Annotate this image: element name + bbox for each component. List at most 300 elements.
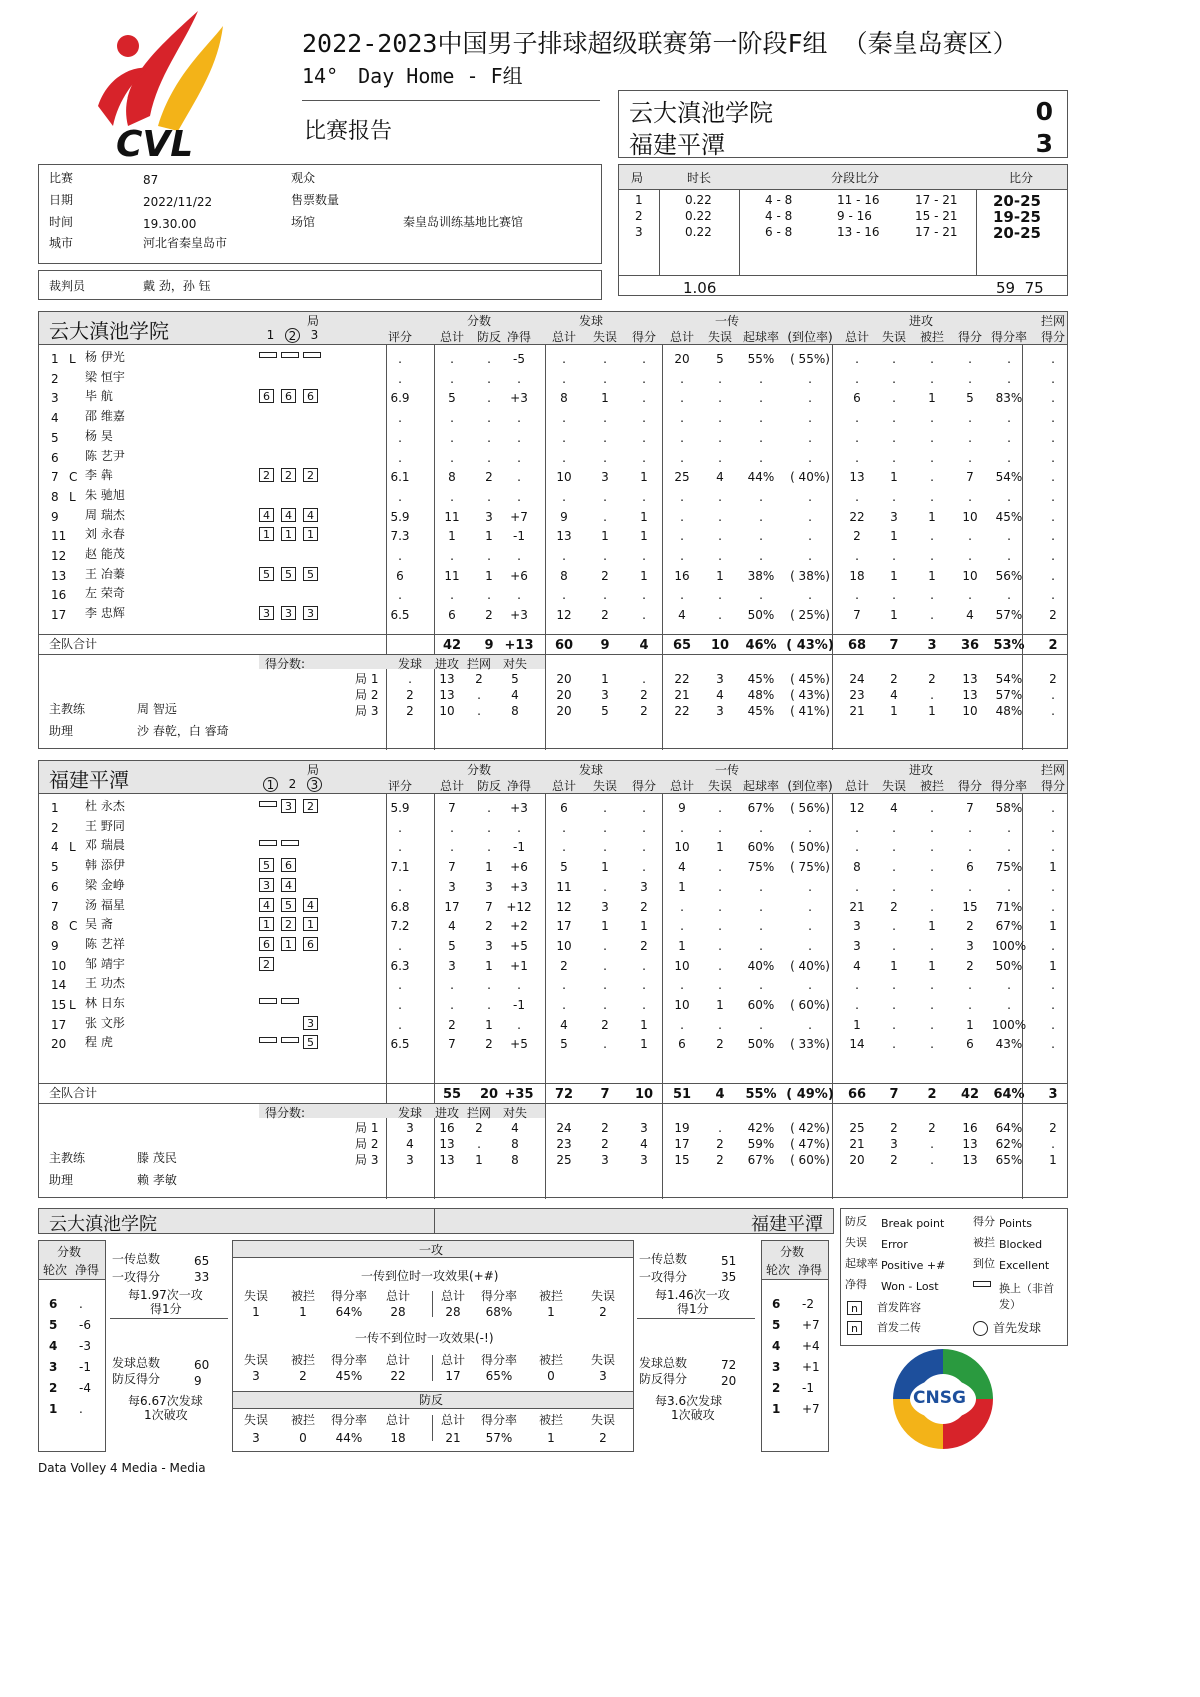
legend-abbr: 起球率 <box>845 1257 878 1270</box>
footer-text: Data Volley 4 Media - Media <box>38 1461 206 1475</box>
player-number: 1 <box>51 801 59 815</box>
set-stat-cell: ( 43%) <box>790 688 830 702</box>
stat-cell: . <box>930 820 934 835</box>
stat-cell: . <box>759 938 763 953</box>
col-head: 得分率 <box>480 1289 517 1303</box>
stat-cell: . <box>562 978 566 993</box>
coach-name: 周 智远 <box>137 702 177 716</box>
stat-cell: . <box>718 899 722 914</box>
stat-cell: 3 <box>890 509 898 524</box>
stat-cell: . <box>1007 879 1011 894</box>
legend-desc: Error <box>881 1238 908 1251</box>
stat-cell: 15 <box>962 899 978 914</box>
stat-cell: . <box>808 879 812 894</box>
stat-cell: 7 <box>966 470 974 485</box>
set-stat-cell: 3 <box>601 1153 609 1167</box>
stat-cell: 1 <box>890 529 898 544</box>
set-head-3: 3 <box>307 777 322 792</box>
stat-cell: . <box>808 820 812 835</box>
set-stat-cell: 3 <box>890 1137 898 1151</box>
player-name: 刘 永春 <box>85 527 125 542</box>
referee-box <box>38 270 602 300</box>
stat-cell: 67% <box>995 919 1023 934</box>
stat-cell: . <box>718 588 722 603</box>
stat-cell: . <box>642 608 646 623</box>
set-stat-cell: . <box>718 1121 722 1135</box>
player-number: 8 <box>51 489 59 504</box>
stat-cell: . <box>718 608 722 623</box>
stat-cell: . <box>759 879 763 894</box>
player-number: 3 <box>51 391 59 406</box>
stat-cell: 44% <box>747 470 775 485</box>
stat-cell: . <box>892 352 896 366</box>
stat-cell: 4 <box>560 1017 568 1032</box>
substitute-mark <box>259 840 277 846</box>
substitute-mark <box>303 352 321 358</box>
points-head: 对失 <box>502 1106 527 1120</box>
stat-cell: 2 <box>1049 608 1057 623</box>
stat-cell: . <box>759 509 763 524</box>
stat-cell: . <box>1051 899 1055 914</box>
stat-cell: . <box>718 529 722 544</box>
rotation-net: -1 <box>802 1381 814 1395</box>
stat-cell: 7.1 <box>390 860 410 875</box>
stat-cell: 7 <box>966 801 974 815</box>
stat-cell: . <box>892 1037 896 1052</box>
stat-cell: . <box>680 1017 684 1032</box>
stat-cell: . <box>642 958 646 973</box>
stat-cell: . <box>968 549 972 563</box>
player-name: 陈 艺祥 <box>85 936 125 951</box>
stat-cell: . <box>517 470 521 485</box>
col-head: 失误 <box>243 1289 268 1303</box>
time-label: 时间 <box>49 215 74 229</box>
stat-cell: . <box>930 978 934 993</box>
set-stat-cell: 1 <box>890 704 898 718</box>
stat-cell: . <box>718 371 722 386</box>
starting-position: 4 <box>259 508 274 522</box>
positive-cell: 2 <box>599 1305 607 1319</box>
set-stat-cell: 2 <box>716 1153 724 1167</box>
stat-cell: . <box>642 371 646 386</box>
stat-cell: ( 56%) <box>790 801 830 815</box>
stat-cell: 100% <box>991 1017 1027 1032</box>
starting-position: 3 <box>303 606 318 620</box>
set-stat-cell: 3 <box>716 672 724 686</box>
rotation-net: . <box>79 1297 83 1311</box>
stat-cell: 6 <box>678 1037 686 1052</box>
set-points-cell: 3 <box>406 1121 414 1135</box>
starting-position: 5 <box>303 1035 318 1049</box>
set-stat-cell: . <box>930 1137 934 1151</box>
set-stat-cell: 13 <box>962 672 978 686</box>
set-points-cell: 13 <box>439 1137 455 1151</box>
starting-position: 3 <box>303 1016 318 1030</box>
set-stat-cell: 1 <box>1049 1153 1057 1167</box>
stat-cell: . <box>1007 450 1011 465</box>
stat-cell: 2 <box>485 470 493 485</box>
set-stat-cell: 2 <box>601 1121 609 1135</box>
starting-position: 2 <box>303 468 318 482</box>
set-points-cell: 8 <box>511 1153 519 1167</box>
starting-position: 6 <box>259 937 274 951</box>
stat-cell: 6 <box>966 860 974 875</box>
assistant-name: 沙 春乾，白 睿琦 <box>137 724 229 738</box>
player-role: L <box>69 840 76 855</box>
positive-cell: 28 <box>390 1305 406 1319</box>
stat-cell: . <box>603 938 607 953</box>
stat-cell: . <box>808 411 812 426</box>
stat-cell: . <box>718 509 722 524</box>
starting-position: 6 <box>281 858 296 872</box>
set-stat-cell: 2 <box>1049 1121 1057 1135</box>
stat-cell: 12 <box>849 801 865 815</box>
set-stat-cell: 2 <box>601 1137 609 1151</box>
stat-cell: . <box>718 860 722 875</box>
starting-position: 5 <box>281 567 296 581</box>
stat-cell: . <box>1051 978 1055 993</box>
stat-cell: 20 <box>674 352 690 366</box>
total-cell: 55 <box>442 1087 462 1102</box>
attack-rate-b: 得1分 <box>677 1302 709 1316</box>
stat-cell: . <box>968 371 972 386</box>
set-stat-cell: . <box>642 672 646 686</box>
left-info <box>110 1240 228 1452</box>
stat-cell: . <box>398 549 402 563</box>
stat-cell: +6 <box>510 568 528 583</box>
set-stat-cell: 13 <box>962 1153 978 1167</box>
player-number: 7 <box>51 899 59 914</box>
negative-cell: 3 <box>252 1369 260 1383</box>
defence-cell: 0 <box>299 1431 307 1445</box>
set-stat-cell: 45% <box>747 704 775 718</box>
stat-cell: 1 <box>640 1037 648 1052</box>
team-name: 云大滇池学院 <box>49 319 169 343</box>
starting-position: 1 <box>259 527 274 541</box>
stat-cell: 4 <box>448 919 456 934</box>
set-stat-cell: . <box>1051 704 1055 718</box>
stat-cell: 5 <box>448 391 456 406</box>
stat-cell: . <box>759 1017 763 1032</box>
set-points-cell: 13 <box>439 1153 455 1167</box>
total-cell: 36 <box>960 638 980 653</box>
stat-cell: . <box>398 998 402 1012</box>
player-name: 杨 伊光 <box>85 350 125 364</box>
set-stat-cell: 3 <box>640 1153 648 1167</box>
stat-cell: 1 <box>716 998 724 1012</box>
stat-cell: . <box>892 371 896 386</box>
stat-cell: . <box>398 489 402 504</box>
stat-cell: . <box>930 352 934 366</box>
start-setter-mark: n <box>847 1321 862 1335</box>
col-head: 得分率 <box>990 779 1027 793</box>
stat-cell: . <box>718 411 722 426</box>
stat-cell: 17 <box>556 919 572 934</box>
stat-cell: . <box>930 588 934 603</box>
set-stat-cell: 2 <box>928 1121 936 1135</box>
stat-cell: . <box>1051 430 1055 445</box>
player-name: 王 野同 <box>85 818 125 833</box>
stat-cell: . <box>855 879 859 894</box>
stat-cell: . <box>450 840 454 855</box>
stat-cell: . <box>642 430 646 445</box>
stat-cell: . <box>517 1017 521 1032</box>
starting-position: 2 <box>259 468 274 482</box>
total-cell: 3 <box>1048 1087 1058 1102</box>
starting-position: 3 <box>281 606 296 620</box>
stat-cell: 1 <box>601 919 609 934</box>
col-head: 得分 <box>1040 330 1065 344</box>
stat-cell: . <box>759 588 763 603</box>
total-cell: 9 <box>484 638 494 653</box>
match-label: 比赛 <box>49 171 74 185</box>
set-row-duration: 0.22 <box>685 225 712 239</box>
total-cell: 72 <box>554 1087 574 1102</box>
venue-value: 秦皇岛训练基地比赛馆 <box>403 215 524 229</box>
stat-cell: . <box>808 588 812 603</box>
stat-cell: . <box>450 450 454 465</box>
stat-cell: . <box>718 978 722 993</box>
rotation-number: 5 <box>772 1318 781 1332</box>
stat-cell: +3 <box>510 608 528 623</box>
stat-cell: . <box>517 820 521 835</box>
stat-cell: ( 55%) <box>790 352 830 366</box>
stat-cell: 6.8 <box>390 899 410 914</box>
stat-cell: . <box>1007 430 1011 445</box>
stat-cell: . <box>517 588 521 603</box>
stat-cell: . <box>892 938 896 953</box>
rotation-net: -4 <box>79 1381 91 1395</box>
sets-head-score: 比分 <box>1009 171 1034 185</box>
stat-cell: . <box>398 411 402 426</box>
score-team-a: 云大滇池学院 <box>629 99 773 127</box>
starting-position: 3 <box>281 799 296 813</box>
stat-cell: 7.3 <box>390 529 410 544</box>
stat-cell: . <box>718 489 722 504</box>
col-head: (到位率) <box>787 779 833 793</box>
stat-cell: 2 <box>485 1037 493 1052</box>
set-points-cell: 1 <box>475 1153 483 1167</box>
total-cell: 4 <box>639 638 649 653</box>
col-head: 净得 <box>506 779 531 793</box>
positive-cell: 28 <box>445 1305 461 1319</box>
stat-cell: . <box>930 801 934 815</box>
stat-cell: . <box>603 411 607 426</box>
stat-cell: 1 <box>601 391 609 406</box>
stat-cell: . <box>487 840 491 855</box>
serve-rate-b: 1次破攻 <box>671 1408 715 1422</box>
stat-cell: . <box>718 801 722 815</box>
set-stat-cell: 21 <box>849 704 865 718</box>
stat-cell: ( 33%) <box>790 1037 830 1052</box>
rotation-net: +4 <box>802 1339 820 1353</box>
stat-cell: . <box>1051 879 1055 894</box>
rotation-title: 分数 <box>780 1245 805 1259</box>
stat-cell: 13 <box>556 529 572 544</box>
sets-total-duration: 1.06 <box>683 279 717 297</box>
player-name: 朱 驰旭 <box>85 487 125 502</box>
stat-cell: . <box>487 549 491 563</box>
starting-position: 4 <box>259 898 274 912</box>
group-attack: 进攻 <box>909 763 934 777</box>
set-row-score: 20-25 <box>993 224 1041 242</box>
set-row-score: 19-25 <box>993 208 1041 226</box>
stat-cell: 7 <box>448 1037 456 1052</box>
negative-cell: 0 <box>547 1369 555 1383</box>
stat-cell: . <box>892 549 896 563</box>
stat-cell: 8 <box>448 470 456 485</box>
stat-cell: . <box>450 430 454 445</box>
stat-cell: . <box>562 430 566 445</box>
stat-cell: . <box>1007 978 1011 993</box>
stat-cell: 3 <box>853 919 861 934</box>
stat-cell: 1 <box>853 1017 861 1032</box>
stat-cell: 2 <box>560 958 568 973</box>
player-name: 梁 恒宇 <box>85 369 125 384</box>
stat-cell: . <box>642 411 646 426</box>
set-label: 局 3 <box>355 704 379 718</box>
player-number: 2 <box>51 820 59 835</box>
col-head: 总计 <box>669 779 694 793</box>
set-points-cell: 2 <box>406 704 414 718</box>
col-head: 总计 <box>551 779 576 793</box>
player-name: 邹 靖宇 <box>85 956 125 971</box>
stat-cell: . <box>487 820 491 835</box>
stat-cell: . <box>562 411 566 426</box>
stat-cell: . <box>718 549 722 563</box>
stat-cell: 10 <box>962 568 978 583</box>
assistant-label: 助理 <box>49 1173 74 1187</box>
rotation-number: 2 <box>49 1381 58 1395</box>
stat-cell: 43% <box>995 1037 1023 1052</box>
set-stat-cell: 10 <box>962 704 978 718</box>
stat-cell: . <box>892 391 896 406</box>
stat-cell: 1 <box>928 509 936 524</box>
stat-cell: 2 <box>601 608 609 623</box>
player-number: 11 <box>51 529 67 544</box>
stat-cell: 50% <box>747 1037 775 1052</box>
stat-cell: . <box>930 549 934 563</box>
stat-cell: . <box>1007 489 1011 504</box>
stat-cell: . <box>562 998 566 1012</box>
substitute-mark <box>259 352 277 358</box>
stat-cell: . <box>930 1037 934 1052</box>
set-row-partial-2: 11 - 16 <box>837 193 880 207</box>
stat-cell: . <box>680 529 684 544</box>
stat-cell: 1 <box>485 860 493 875</box>
set-points-cell: 4 <box>406 1137 414 1151</box>
stat-cell: 5 <box>966 391 974 406</box>
stat-cell: . <box>718 919 722 934</box>
stat-cell: 6 <box>853 391 861 406</box>
player-name: 汤 福星 <box>85 897 125 912</box>
set-points-cell: 4 <box>511 688 519 702</box>
stat-cell: . <box>759 371 763 386</box>
total-cell: 7 <box>889 1087 899 1102</box>
stat-cell: . <box>759 978 763 993</box>
stat-cell: ( 40%) <box>790 470 830 485</box>
stat-cell: . <box>1051 371 1055 386</box>
stat-cell: . <box>930 430 934 445</box>
player-number: 1 <box>51 352 59 366</box>
player-name: 杨 昊 <box>85 428 113 443</box>
set-stat-cell: 22 <box>674 704 690 718</box>
set-stat-cell: 4 <box>640 1137 648 1151</box>
set-row-number: 1 <box>635 193 643 207</box>
stat-cell: . <box>517 430 521 445</box>
player-number: 14 <box>51 978 67 993</box>
stat-cell: 25 <box>674 470 690 485</box>
first-serve-circle-icon <box>973 1321 988 1336</box>
set-stat-cell: ( 42%) <box>790 1121 830 1135</box>
col-head: 净得 <box>506 330 531 344</box>
total-cell: +35 <box>504 1087 534 1102</box>
group-recv: 一传 <box>715 314 740 328</box>
stat-cell: . <box>968 840 972 855</box>
stat-cell: 1 <box>640 529 648 544</box>
col-head: 失误 <box>243 1413 268 1427</box>
stat-cell: . <box>642 450 646 465</box>
stat-cell: 1 <box>928 919 936 934</box>
stat-cell: 1 <box>640 919 648 934</box>
stat-cell: . <box>808 529 812 544</box>
recv-total: 51 <box>721 1254 737 1268</box>
stat-cell: 71% <box>995 899 1023 914</box>
rotation-number: 2 <box>772 1381 781 1395</box>
stat-cell: . <box>517 978 521 993</box>
points-head: 发球 <box>397 657 422 671</box>
stat-cell: 1 <box>485 529 493 544</box>
serve-total-label: 发球总数 <box>112 1356 161 1370</box>
stat-cell: . <box>398 371 402 386</box>
stat-cell: . <box>450 489 454 504</box>
starting-position: 5 <box>281 898 296 912</box>
stat-cell: . <box>517 489 521 504</box>
stat-cell: 1 <box>640 568 648 583</box>
stat-cell: 7 <box>448 860 456 875</box>
total-cell: 2 <box>927 1087 937 1102</box>
col-head: 总计 <box>385 1289 410 1303</box>
stat-cell: . <box>930 411 934 426</box>
stat-cell: . <box>855 450 859 465</box>
recv-total-label: 一传总数 <box>112 1252 161 1266</box>
stat-cell: . <box>759 919 763 934</box>
team2-stats <box>38 760 1068 1198</box>
stat-cell: 1 <box>716 840 724 855</box>
legend-abbr: 被拦 <box>973 1236 995 1249</box>
stat-cell: 4 <box>678 860 686 875</box>
stat-cell: 1 <box>640 470 648 485</box>
stat-cell: ( 25%) <box>790 608 830 623</box>
group-block: 拦网 <box>1041 314 1066 328</box>
player-number: 15 <box>51 998 67 1012</box>
stat-cell: . <box>1051 509 1055 524</box>
stat-cell: 1 <box>485 1017 493 1032</box>
stat-cell: . <box>1051 411 1055 426</box>
stat-cell: 8 <box>853 860 861 875</box>
date-value: 2022/11/22 <box>143 195 213 209</box>
set-stat-cell: 19 <box>674 1121 690 1135</box>
stat-cell: ( 38%) <box>790 568 830 583</box>
legend-desc: Won - Lost <box>881 1280 939 1293</box>
stat-cell: . <box>562 352 566 366</box>
stat-cell: . <box>450 411 454 426</box>
set-points-cell: 3 <box>406 1153 414 1167</box>
stat-cell: 83% <box>995 391 1023 406</box>
stat-cell: 3 <box>485 879 493 894</box>
stat-cell: 3 <box>448 958 456 973</box>
rotation-number: 6 <box>49 1297 58 1311</box>
